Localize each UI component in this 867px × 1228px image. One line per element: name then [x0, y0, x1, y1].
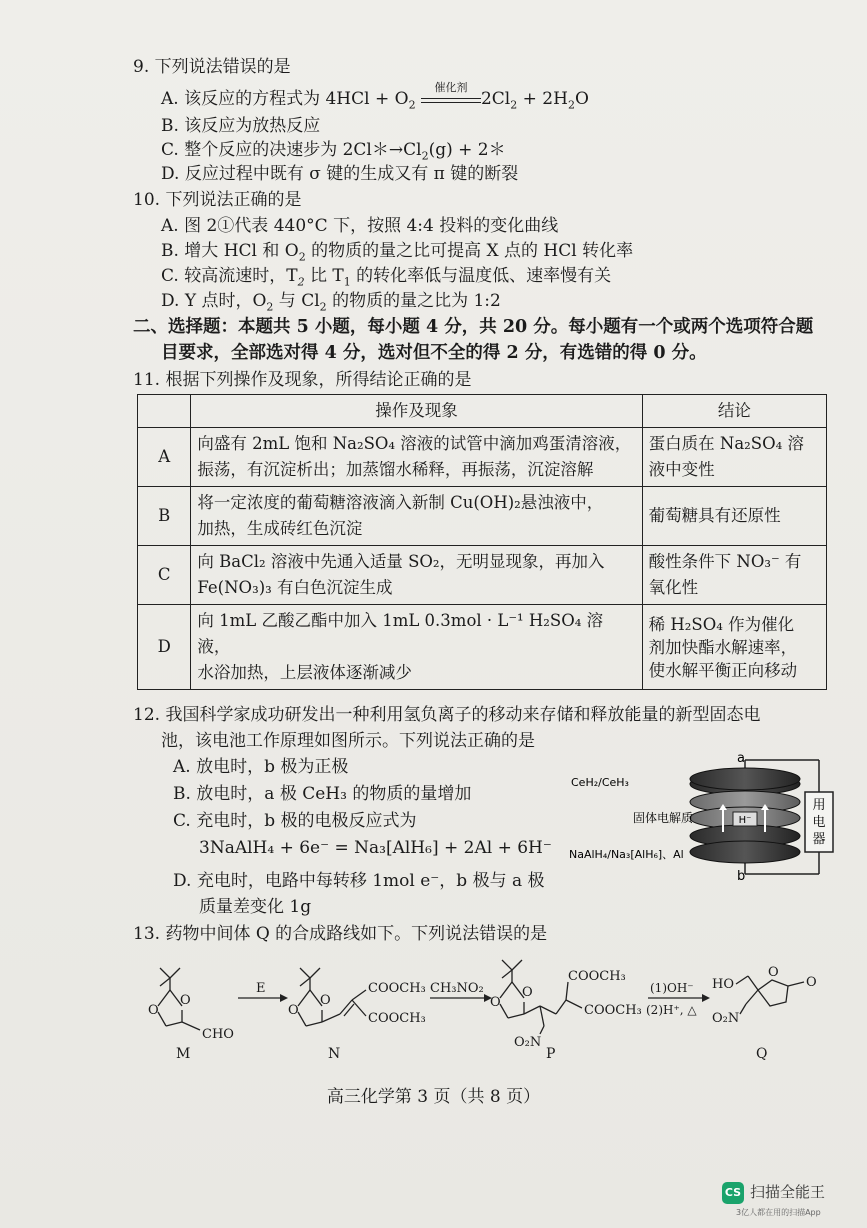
- scanner-watermark: [722, 1178, 862, 1222]
- table-row: C 向 BaCl₂ 溶液中先通入适量 SO₂，无明显现象，再加入 Fe(NO₃)₃ 有白色沉淀生成 酸性条件下 NO₃⁻ 有 氧化性: [138, 546, 827, 605]
- row-option: D: [138, 605, 191, 690]
- ion-label: H⁻: [738, 815, 752, 826]
- svg-text:COOCH₃: COOCH₃: [568, 969, 626, 984]
- q11-stem: 11. 根据下列操作及现象，所得结论正确的是: [133, 370, 472, 390]
- electrode-b-disk: [690, 841, 800, 863]
- svg-text:COOCH₃: COOCH₃: [584, 1003, 642, 1018]
- label-q: Q: [756, 1046, 768, 1060]
- synthesis-scheme: [140, 950, 830, 1060]
- catalyst-label: 催化剂: [434, 81, 468, 94]
- table-row: D 向 1mL 乙酸乙酯中加入 1mL 0.3mol · L⁻¹ H₂SO₄ 溶液， 水浴加热，上层液体逐渐减少 稀 H₂SO₄ 作为催化 剂加快酯水解速率， 使水解平衡正向移动: [138, 605, 827, 690]
- table-row: A 向盛有 2mL 饱和 Na₂SO₄ 溶液的试管中滴加鸡蛋清溶液， 振荡，有沉淀析出；加蒸馏水稀释，再振荡，沉淀溶解 蛋白质在 Na₂SO₄ 溶 液中变性: [138, 428, 827, 487]
- q12-stem-2: 池，该电池工作原理如图所示。下列说法正确的是: [161, 731, 535, 751]
- label-m: M: [176, 1046, 191, 1060]
- svg-text:电: 电: [812, 815, 826, 830]
- q12-stem-1: 12. 我国科学家成功研发出一种利用氢负离子的移动来存储和释放能量的新型固态电: [133, 705, 761, 725]
- svg-text:O: O: [490, 995, 501, 1010]
- svg-text:器: 器: [812, 832, 826, 847]
- q12-option-c-equation: 3NaAlH₄ + 6e⁻ = Na₃[AlH₆] + 2Al + 6H⁻: [199, 838, 552, 858]
- svg-text:O₂N: O₂N: [514, 1035, 542, 1050]
- compound-m: [148, 968, 234, 1060]
- svg-text:O: O: [148, 1003, 159, 1018]
- svg-text:O: O: [288, 1003, 299, 1018]
- q10-stem: 10. 下列说法正确的是: [133, 190, 302, 210]
- reagent-ch3no2: CH₃NO₂: [430, 981, 484, 996]
- row-option: C: [138, 546, 191, 605]
- svg-text:O: O: [522, 985, 533, 1000]
- q12-option-d-2: 质量差变化 1g: [199, 897, 312, 917]
- q10-option-c: C. 较高流速时，$T_2$ 比 $T_1$ 的转化率低与温度低、速率慢有关: [161, 266, 612, 289]
- label-electrolyte: 固体电解质: [633, 811, 694, 825]
- q9-stem: 9. 下列说法错误的是: [133, 57, 291, 77]
- q12-option-c: C. 充电时，b 极的电极反应式为: [173, 811, 417, 831]
- svg-text:O₂N: O₂N: [712, 1011, 740, 1026]
- section2-line1: 二、选择题：本题共 5 小题，每小题 4 分，共 20 分。每小题有一个或两个选项符合题: [133, 317, 814, 337]
- q10-option-d: D. Y 点时，$O_2$ 与 $Cl_2$ 的物质的量之比为 1:2: [161, 291, 501, 314]
- q10-option-a: A. 图 2①代表 440°C 下，按照 4:4 投料的变化曲线: [161, 216, 559, 236]
- reagent-base: (1)OH⁻: [650, 981, 694, 995]
- svg-text:COOCH₃: COOCH₃: [368, 981, 426, 996]
- label-p: P: [546, 1046, 556, 1060]
- compound-n: [288, 968, 426, 1060]
- label-b: b: [737, 869, 746, 882]
- svg-text:CHO: CHO: [202, 1027, 234, 1042]
- reagent-e: E: [256, 981, 266, 996]
- table-header-row: [138, 395, 827, 428]
- svg-text:O: O: [320, 993, 331, 1008]
- table-row: B 将一定浓度的葡萄糖溶液滴入新制 Cu(OH)₂悬浊液中， 加热，生成砖红色沉淀 葡萄糖具有还原性: [138, 487, 827, 546]
- section2-line2: 目要求，全部选对得 4 分，选对但不全的得 2 分，有选错的得 0 分。: [161, 343, 707, 363]
- svg-text:O: O: [806, 975, 817, 990]
- header-operation: 操作及现象: [191, 395, 642, 428]
- reagent-acid: (2)H⁺, △: [646, 1003, 697, 1017]
- q12-option-d-1: D. 充电时，电路中每转移 1mol e⁻，b 极与 a 极: [173, 871, 545, 891]
- label-bottom-electrode: NaAlH₄/Na₃[AlH₆]、Al: [569, 848, 684, 861]
- q13-stem: 13. 药物中间体 Q 的合成路线如下。下列说法错误的是: [133, 924, 548, 944]
- svg-text:O: O: [180, 993, 191, 1008]
- q12-option-a: A. 放电时，b 极为正极: [173, 757, 349, 777]
- q9-option-a: A. 该反应的方程式为 $4HCl + O_2$ 催化剂 $2Cl_2 + 2H_2O$: [161, 87, 589, 111]
- compound-q: [712, 965, 817, 1060]
- svg-text:用: 用: [812, 798, 826, 813]
- q12-option-b: B. 放电时，a 极 CeH₃ 的物质的量增加: [173, 784, 472, 804]
- label-top-electrode: CeH₂/CeH₃: [571, 776, 629, 789]
- label-a: a: [737, 752, 745, 766]
- q10-option-b: B. 增大 HCl 和 $O_2$ 的物质的量之比可提高 X 点的 HCl 转化率: [161, 241, 634, 264]
- row-option: B: [138, 487, 191, 546]
- row-option: A: [138, 428, 191, 487]
- cs-logo-icon: CS: [722, 1182, 744, 1204]
- svg-text:O: O: [768, 965, 779, 980]
- label-n: N: [328, 1046, 341, 1060]
- q9-option-b: B. 该反应为放热反应: [161, 116, 321, 136]
- battery-diagram: [565, 752, 835, 882]
- svg-text:COOCH₃: COOCH₃: [368, 1011, 426, 1026]
- watermark-name: 扫描全能王: [750, 1183, 826, 1201]
- q9-option-c: C. 整个反应的决速步为 $2Cl*\to Cl_2(g)$ + 2＊: [161, 140, 506, 163]
- compound-p: [490, 960, 642, 1060]
- header-conclusion: 结论: [642, 395, 826, 428]
- q9-option-d: D. 反应过程中既有 σ 键的生成又有 π 键的断裂: [161, 164, 519, 184]
- page-footer: 高三化学第 3 页（共 8 页）: [326, 1087, 541, 1107]
- svg-text:HO: HO: [712, 977, 734, 992]
- watermark-tagline: 3亿人都在用的扫描App: [736, 1208, 821, 1217]
- q11-table: [137, 394, 827, 690]
